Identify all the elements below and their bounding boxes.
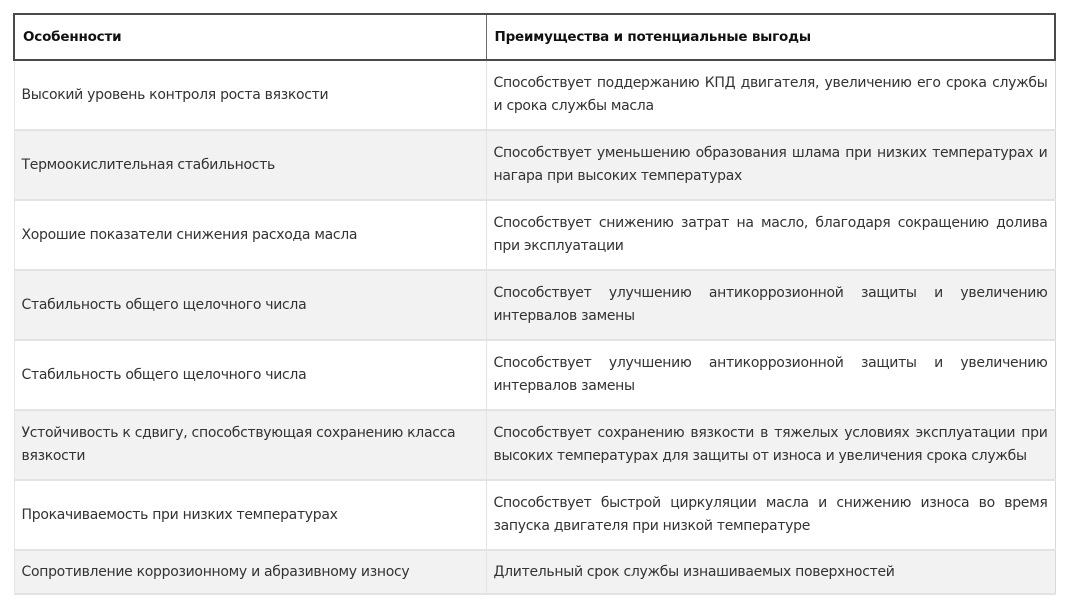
table-row — [14, 200, 1055, 270]
benefit-cell: Длительный срок службы изнашиваемых поверхностей — [486, 550, 1055, 594]
table-row — [14, 60, 1055, 130]
features-table-container — [13, 13, 1054, 595]
benefit-cell: Способствует поддержанию КПД двигателя, увеличению его срока службы и срока службы масла — [486, 60, 1055, 130]
table-row — [14, 130, 1055, 200]
header-benefits: Преимущества и потенциальные выгоды — [486, 14, 1055, 60]
feature-cell: Термоокислительная стабильность — [14, 130, 486, 200]
feature-cell: Устойчивость к сдвигу, способствующая сохранению класса вязкости — [14, 410, 486, 480]
feature-cell: Высокий уровень контроля роста вязкости — [14, 60, 486, 130]
benefit-cell: Способствует улучшению антикоррозионной защиты и увеличению интервалов замены — [486, 340, 1055, 410]
table-row — [14, 410, 1055, 480]
feature-cell: Сопротивление коррозионному и абразивному износу — [14, 550, 486, 594]
feature-cell: Хорошие показатели снижения расхода масла — [14, 200, 486, 270]
benefit-cell: Способствует улучшению антикоррозионной защиты и увеличению интервалов замены — [486, 270, 1055, 340]
feature-cell: Стабильность общего щелочного числа — [14, 270, 486, 340]
features-benefits-table — [13, 13, 1056, 595]
table-row — [14, 340, 1055, 410]
benefit-cell: Способствует уменьшению образования шлама при низких температурах и нагара при высоких температурах — [486, 130, 1055, 200]
header-features: Особенности — [14, 14, 486, 60]
table-header — [14, 14, 1055, 60]
feature-cell: Прокачиваемость при низких температурах — [14, 480, 486, 550]
benefit-cell: Способствует быстрой циркуляции масла и снижению износа во время запуска двигателя при низкой температуре — [486, 480, 1055, 550]
table-body — [14, 60, 1055, 594]
benefit-cell: Способствует снижению затрат на масло, благодаря сокращению долива при эксплуатации — [486, 200, 1055, 270]
benefit-cell: Способствует сохранению вязкости в тяжелых условиях эксплуатации при высоких температурах для защиты от износа и увеличения срока службы — [486, 410, 1055, 480]
table-row — [14, 270, 1055, 340]
feature-cell: Стабильность общего щелочного числа — [14, 340, 486, 410]
header-row — [14, 14, 1055, 60]
table-row — [14, 550, 1055, 594]
table-row — [14, 480, 1055, 550]
